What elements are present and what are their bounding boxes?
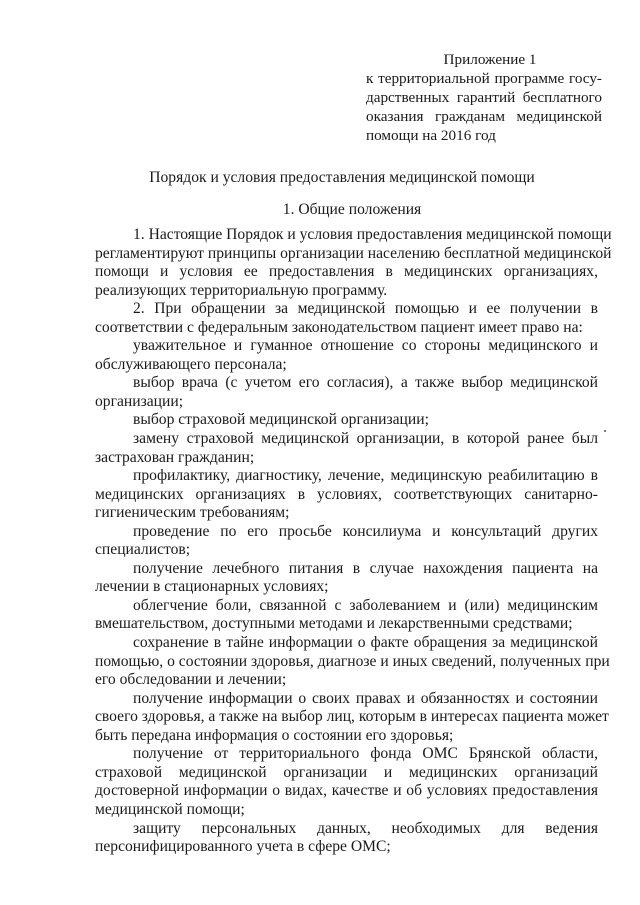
body-line: 1. Настоящие Порядок и условия предоставления медицинской помощи <box>133 226 612 243</box>
appendix-title: Приложение 1 <box>443 51 537 68</box>
body-line: его обследовании и лечении; <box>95 671 287 689</box>
scan-artifact <box>604 430 606 432</box>
body-line: лечении в стационарных условиях; <box>95 578 329 596</box>
body-line: вмешательством, доступными методами и лекарственными средствами; <box>95 615 573 633</box>
body-line: получение информации о своих правах и обязанностях и состоянии <box>133 689 598 707</box>
appendix-line: оказания гражданам медицинской <box>366 108 602 125</box>
body-line: выбор страховой медицинской организации; <box>133 411 429 429</box>
appendix-header <box>366 50 602 145</box>
body-line: облегчение боли, связанной с заболеванием и (или) медицинским <box>133 596 598 614</box>
body-line: регламентируют принципы организации населению бесплатной медицинской <box>95 244 612 262</box>
body-line: медицинских организациях в условиях, соответствующих санитарно- <box>95 485 598 503</box>
body-line: страховой медицинской организации и медицинских организаций <box>95 763 598 781</box>
body-line: уважительное и гуманное отношение со стороны медицинского и <box>133 337 598 355</box>
body-line: организации; <box>95 392 184 410</box>
body-text <box>95 226 612 857</box>
body-line: получение лечебного питания в случае нахождения пациента на <box>133 559 598 577</box>
body-line: достоверной информации о видах, качестве и об условиях предоставления <box>95 782 598 800</box>
body-line: специалистов; <box>95 541 191 559</box>
appendix-line: помощи на 2016 год <box>366 127 496 144</box>
body-line: получение от территориального фонда ОМС Брянской области, <box>133 745 598 763</box>
body-line: сохранение в тайне информации о факте обращения за медицинской <box>133 634 598 652</box>
body-line: своего здоровья, а также на выбор лиц, которым в интересах пациента может <box>95 708 609 726</box>
section-title: 1. Общие положения <box>282 201 422 218</box>
body-line: соответствии с федеральным законодательством пациент имеет право на: <box>95 318 583 336</box>
body-line: помощи и условия ее предоставления в медицинских организациях, <box>95 263 598 281</box>
body-line: защиту персональных данных, необходимых для ведения <box>133 819 598 837</box>
appendix-line: к территориальной программе госу- <box>366 70 602 87</box>
body-line: профилактику, диагностику, лечение, медицинскую реабилитацию в <box>133 467 598 485</box>
body-line: замену страховой медицинской организации, в которой ранее был <box>133 430 598 448</box>
body-line: помощью, о состоянии здоровья, диагнозе и иных сведений, полученных при <box>95 652 610 670</box>
body-line: персонифицированного учета в сфере ОМС; <box>95 838 391 856</box>
body-line: выбор врача (с учетом его согласия), а также выбор медицинской <box>133 374 598 392</box>
document-title: Порядок и условия предоставления медицинской помощи <box>149 169 535 186</box>
body-line: 2. При обращении за медицинской помощью и ее получении в <box>133 300 598 318</box>
body-line: быть передана информация о состоянии его здоровья; <box>95 726 454 744</box>
body-line: застрахован гражданин; <box>95 448 255 466</box>
appendix-line: дарственных гарантий бесплатного <box>366 89 602 106</box>
body-line: обслуживающего персонала; <box>95 355 287 373</box>
body-line: гигиеническим требованиям; <box>95 504 290 522</box>
body-line: реализующих территориальную программу. <box>95 281 388 299</box>
body-line: проведение по его просьбе консилиума и консультаций других <box>133 522 598 540</box>
body-line: медицинской помощи; <box>95 800 245 818</box>
